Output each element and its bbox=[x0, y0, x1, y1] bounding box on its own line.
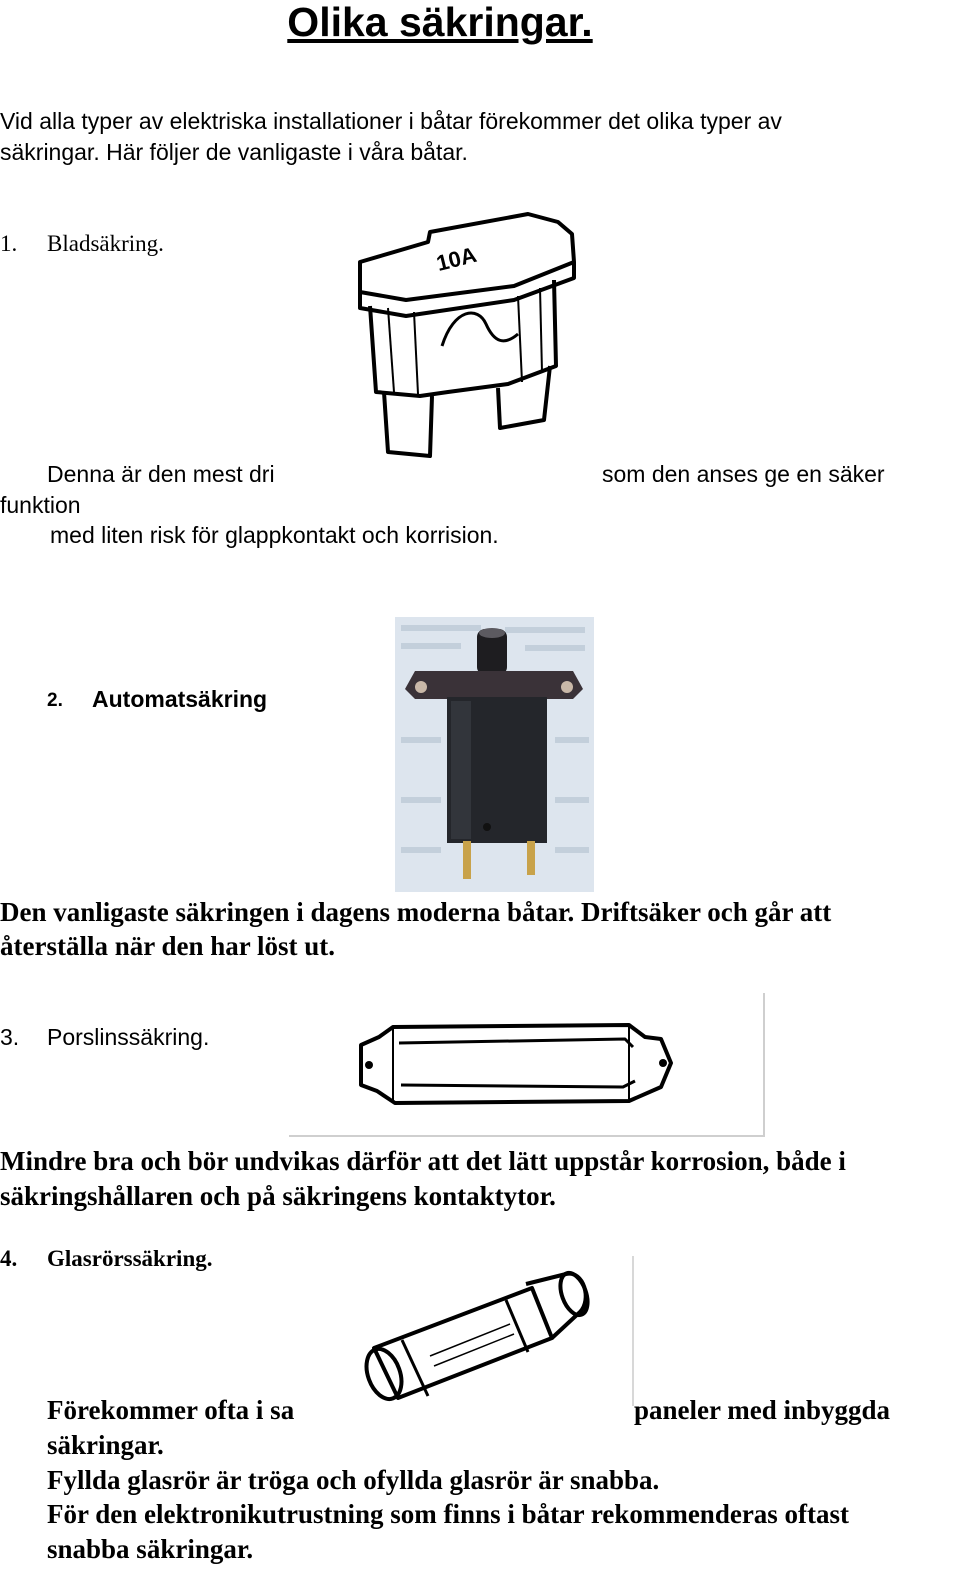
blade-fuse-figure bbox=[318, 196, 612, 470]
section-2-desc-a: Den vanligaste säkringen i dagens moderna båtar. Driftsäker och går att bbox=[0, 897, 832, 927]
circuit-breaker-photo bbox=[395, 617, 594, 892]
section-1-desc-c: funktion bbox=[0, 492, 81, 518]
section-1-number: 1. bbox=[0, 231, 18, 256]
intro-line-2: säkringar. Här följer de vanligaste i våra båtar. bbox=[0, 139, 468, 165]
section-4-heading: Glasrörssäkring. bbox=[47, 1246, 213, 1271]
glass-fuse-figure bbox=[330, 1256, 634, 1406]
section-4-desc-f: snabba säkringar. bbox=[47, 1534, 254, 1564]
section-1-desc-b: som den anses ge en säker bbox=[602, 461, 885, 487]
section-4-desc-e: För den elektronikutrustning som finns i båtar rekommenderas oftast bbox=[47, 1499, 850, 1529]
section-4-desc-c: säkringar. bbox=[47, 1430, 164, 1460]
blade-fuse-rating-label: 10A bbox=[433, 241, 479, 276]
section-4-desc-b: paneler med inbyggda bbox=[634, 1395, 891, 1425]
section-4-desc-a: Förekommer ofta i sa bbox=[47, 1395, 295, 1425]
ceramic-fuse-figure bbox=[289, 993, 765, 1137]
section-3-number: 3. bbox=[0, 1024, 20, 1050]
intro-line-1: Vid alla typer av elektriska installationer i båtar förekommer det olika typer av bbox=[0, 108, 782, 134]
section-3-heading: Porslinssäkring. bbox=[47, 1024, 210, 1050]
section-1-desc-d: med liten risk för glappkontakt och korrision. bbox=[50, 522, 499, 548]
section-4-desc-d: Fyllda glasrör är tröga och ofyllda glasrör är snabba. bbox=[47, 1465, 660, 1495]
section-1-desc-a: Denna är den mest dri bbox=[47, 461, 275, 487]
section-1-heading: Bladsäkring. bbox=[47, 231, 164, 256]
section-2-number: 2. bbox=[47, 690, 63, 711]
section-2-desc-b: återställa när den har löst ut. bbox=[0, 931, 336, 961]
section-3-desc-b: säkringshållaren och på säkringens kontaktytor. bbox=[0, 1181, 556, 1211]
section-4-number: 4. bbox=[0, 1246, 18, 1271]
page-title: Olika säkringar. bbox=[287, 0, 593, 45]
section-3-desc-a: Mindre bra och bör undvikas därför att det lätt uppstår korrosion, både i bbox=[0, 1146, 846, 1176]
section-2-heading: Automatsäkring bbox=[92, 686, 268, 712]
